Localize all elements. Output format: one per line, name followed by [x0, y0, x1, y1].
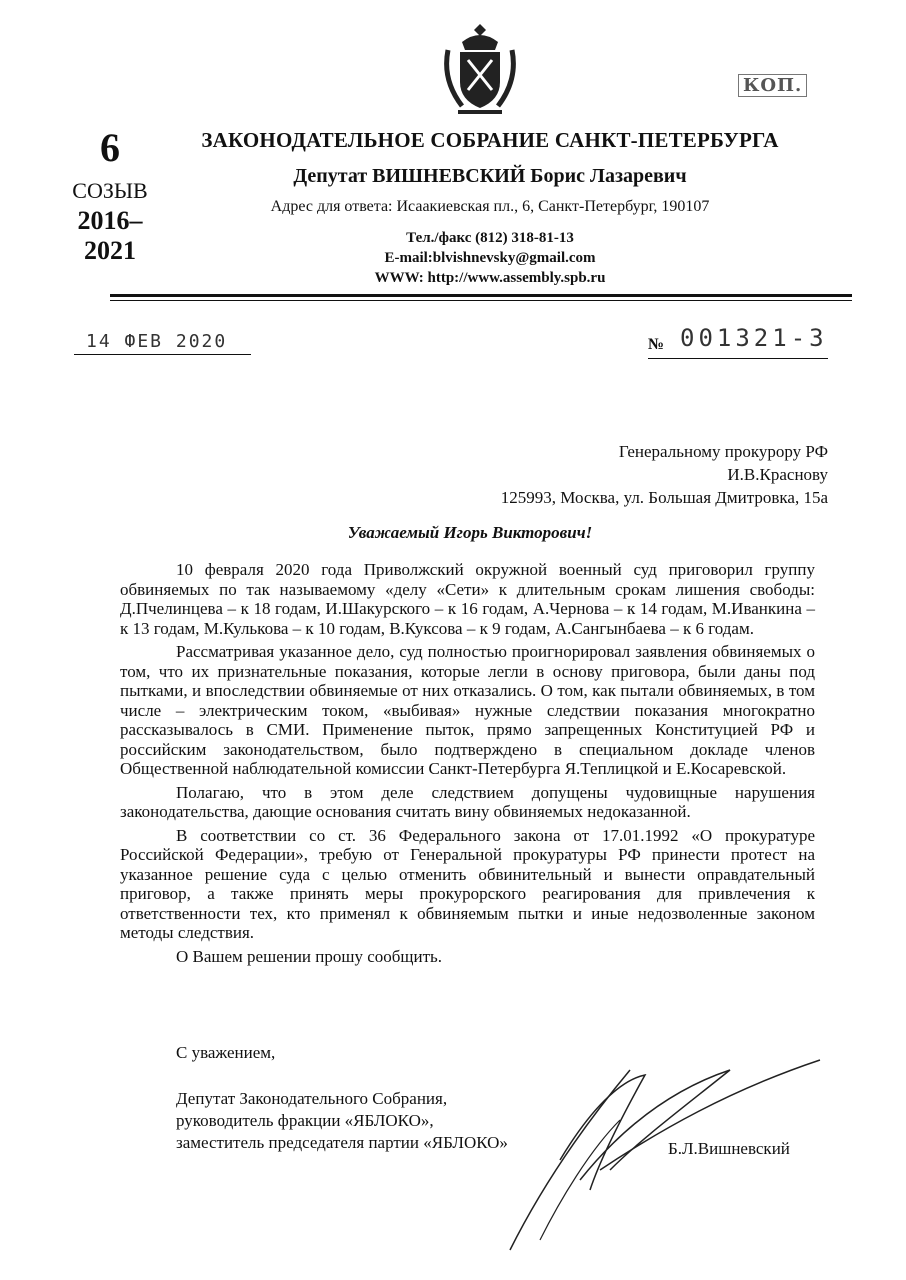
website-address: WWW: http://www.assembly.spb.ru	[374, 270, 606, 286]
deputy-name: Депутат ВИШНЕВСКИЙ Борис Лазаревич	[293, 165, 687, 187]
letter-body	[120, 560, 815, 970]
signer-position-1: Депутат Законодательного Собрания,	[176, 1089, 448, 1108]
letterhead-divider-thin	[110, 300, 852, 301]
signer-position-2: руководитель фракции «ЯБЛОКО»,	[176, 1111, 434, 1130]
contacts-block	[160, 228, 820, 288]
signature-block	[176, 1088, 508, 1154]
reply-address: Адрес для ответа: Исаакиевская пл., 6, Санкт-Петербург, 190107	[270, 198, 710, 215]
signer-name: Б.Л.Вишневский	[668, 1139, 790, 1158]
body-paragraph: В соответствии со ст. 36 Федерального закона от 17.01.1992 «О прокуратуре Российской Федерации», требую от Генеральной прокуратуры РФ принести протест на указанное решение суда с целью отменить обвинительный и вынести оправдательный приговор, а также принять меры прокурорского реагирования для привлечения к ответственности тех, кто применял к обвиняемым пытки и иные недозволенные законом методы следствия.	[120, 825, 815, 942]
coat-of-arms-emblem	[440, 20, 520, 120]
recipient-title: Генеральному прокурору РФ	[618, 442, 828, 461]
convocation-years-start: 2016–	[77, 206, 143, 235]
body-paragraph: Рассматривая указанное дело, суд полностью проигнорировал заявления обвиняемых о том, что их признательные показания, которые легли в основу приговора, были даны под пытками, и впоследствии обвиняемые от них отказались. О том, как пытали обвиняемых, в том числе – электрическим током, «выбивая» нужные следствии показания многократно рассказывалось в СМИ. Применение пыток, прямо запрещенных Конституцией РФ и российским законодательством, было подтверждено в специальном докладе членов Общественной наблюдательной комиссии Санкт-Петербурга Я.Теплицкой и Е.Косаревской.	[120, 642, 815, 778]
salutation: Уважаемый Игорь Викторович!	[347, 523, 593, 542]
organization-title: ЗАКОНОДАТЕЛЬНОЕ СОБРАНИЕ САНКТ-ПЕТЕРБУРГА	[201, 128, 779, 152]
convocation-number: 6	[100, 125, 120, 170]
registration-number-field	[648, 324, 828, 359]
convocation-word: СОЗЫВ	[72, 178, 148, 203]
letterhead-divider-thick	[110, 294, 852, 297]
closing-phrase: С уважением,	[176, 1043, 276, 1062]
registration-number: 001321-3	[680, 324, 828, 352]
phone-fax: Тел./факс (812) 318-81-13	[406, 230, 574, 246]
body-paragraph: Полагаю, что в этом деле следствием допущены чудовищные нарушения законодательства, дающие основания считать вину обвиняемых недоказанной.	[120, 782, 815, 821]
email-address: E-mail:blvishnevsky@gmail.com	[384, 250, 596, 266]
convocation-block	[60, 125, 160, 266]
signer-position-3: заместитель председателя партии «ЯБЛОКО»	[176, 1133, 508, 1152]
recipient-block	[430, 440, 828, 509]
registration-date: 14 ФЕВ 2020	[74, 330, 251, 355]
convocation-years-end: 2021	[84, 236, 136, 265]
recipient-name: И.В.Краснову	[727, 465, 828, 484]
kop-stamp: КОП.	[738, 74, 807, 97]
recipient-address: 125993, Москва, ул. Большая Дмитровка, 15а	[500, 488, 828, 507]
body-paragraph: 10 февраля 2020 года Приволжский окружной военный суд приговорил группу обвиняемых по так называемому «делу «Сети» к длительным срокам лишения свободы: Д.Пчелинцева – к 18 годам, И.Шакурского – к 16 годам, А.Чернова – к 14 годам, М.Иванкина – к 13 годам, М.Кулькова – к 10 годам, В.Куксова – к 9 годам, А.Сангынбаева – к 6 годам.	[120, 560, 815, 638]
number-sign: №	[648, 336, 665, 353]
body-paragraph: О Вашем решении прошу сообщить.	[176, 946, 443, 966]
